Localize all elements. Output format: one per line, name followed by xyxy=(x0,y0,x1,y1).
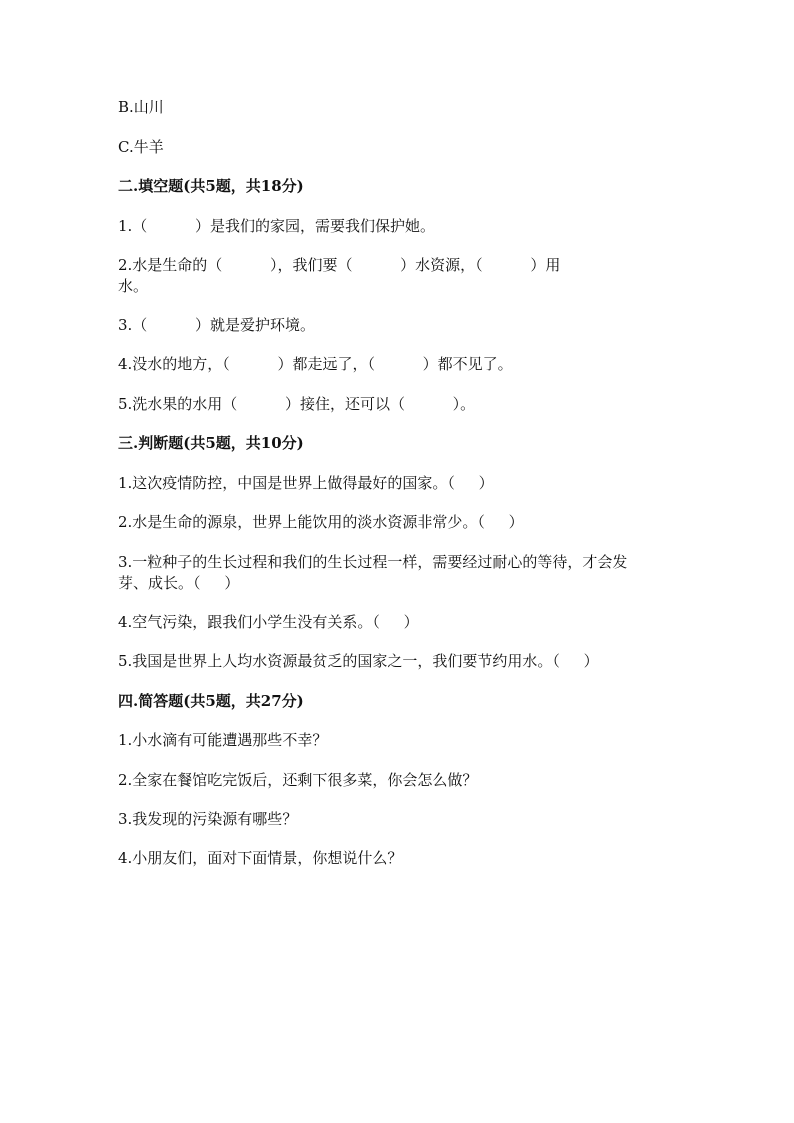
true-false-question-3: 3.一粒种子的生长过程和我们的生长过程一样，需要经过耐心的等待，才会发 xyxy=(118,553,628,571)
short-answer-question-3: 3.我发现的污染源有哪些？ xyxy=(118,810,298,828)
fill-blank-question-2-cont: 水。 xyxy=(118,277,149,295)
fill-blank-question-5: 5.洗水果的水用（ ）接住，还可以（ ）。 xyxy=(118,395,476,413)
fill-blank-question-3: 3.（ ）就是爱护环境。 xyxy=(118,316,315,334)
short-answer-question-1: 1.小水滴有可能遭遇那些不幸？ xyxy=(118,731,328,749)
option-c: C.牛羊 xyxy=(118,138,164,156)
true-false-question-5: 5.我国是世界上人均水资源最贫乏的国家之一，我们要节约用水。（ ） xyxy=(118,652,599,670)
option-b: B.山川 xyxy=(118,98,164,116)
short-answer-question-4: 4.小朋友们，面对下面情景，你想说什么？ xyxy=(118,849,403,867)
fill-blank-question-1: 1.（ ）是我们的家园，需要我们保护她。 xyxy=(118,217,435,235)
true-false-question-1: 1.这次疫情防控，中国是世界上做得最好的国家。（ ） xyxy=(118,474,494,492)
section-heading-fill-blank: 二.填空题(共5题，共18分) xyxy=(118,177,304,195)
true-false-question-4: 4.空气污染，跟我们小学生没有关系。（ ） xyxy=(118,613,419,631)
true-false-question-3-cont: 芽、成长。（ ） xyxy=(118,574,240,592)
true-false-question-2: 2.水是生命的源泉，世界上能饮用的淡水资源非常少。（ ） xyxy=(118,513,524,531)
fill-blank-question-2: 2.水是生命的（ ），我们要（ ）水资源，（ ）用 xyxy=(118,256,561,274)
section-heading-short-answer: 四.简答题(共5题，共27分) xyxy=(118,692,304,710)
section-heading-true-false: 三.判断题(共5题，共10分) xyxy=(118,434,304,452)
short-answer-question-2: 2.全家在餐馆吃完饭后，还剩下很多菜，你会怎么做？ xyxy=(118,771,478,789)
fill-blank-question-4: 4.没水的地方，（ ）都走远了，（ ）都不见了。 xyxy=(118,355,513,373)
